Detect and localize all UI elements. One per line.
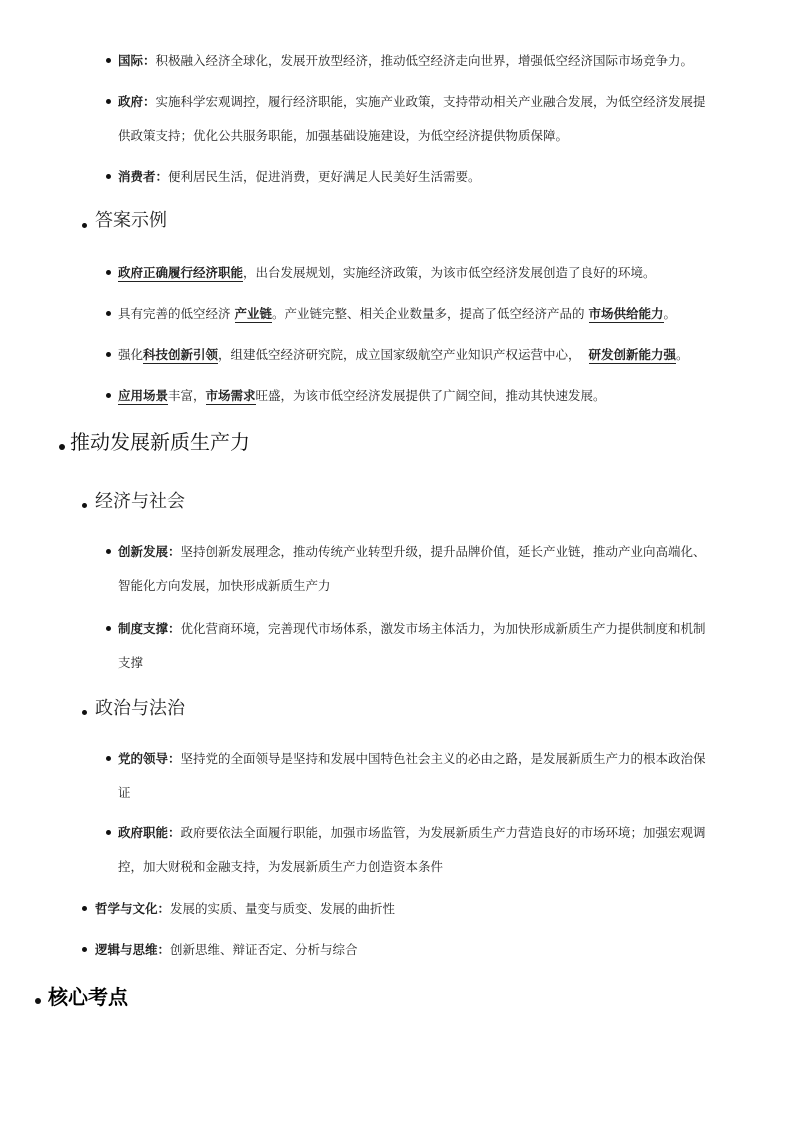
item-text-line1: 坚持党的全面领导是坚持和发展中国特色社会主义的必由之路，是发展新质生产力的根本政治保 — [180, 751, 706, 766]
bullet-dot — [59, 444, 65, 450]
item-text: 。 — [663, 306, 677, 321]
answer-item-2 — [118, 297, 676, 331]
heading-economy-society: 经济与社会 — [95, 491, 185, 512]
politics-item-party — [118, 742, 706, 776]
key-phrase: 研发创新能力强 — [588, 347, 677, 362]
bullet-dot — [106, 756, 111, 761]
bullet-dot — [82, 947, 87, 952]
list-item-government-cont — [118, 119, 568, 153]
bullet-dot — [106, 626, 111, 631]
item-label: 党的领导： — [118, 751, 181, 766]
key-phrase: 应用场景 — [118, 388, 169, 403]
heading-politics-law: 政治与法治 — [95, 698, 185, 719]
bullet-dot — [82, 223, 87, 228]
bullet-dot — [106, 830, 111, 835]
economy-item-institution — [118, 612, 706, 646]
answer-item-4 — [118, 379, 606, 413]
item-text: 具有完善的低空经济 — [118, 306, 231, 321]
bullet-dot — [106, 174, 111, 179]
item-text: 。产业链完整、相关企业数量多，提高了低空经济产品的 — [272, 306, 585, 321]
key-phrase: 市场需求 — [205, 388, 256, 403]
item-text-line2: 支撑 — [118, 655, 144, 670]
item-text-line2: 证 — [118, 785, 131, 800]
item-text: ，出台发展规划，实施经济政策，为该市低空经济发展创造了良好的环境。 — [243, 265, 656, 280]
item-text-line2: 控，加大财税和金融支持，为发展新质生产力创造资本条件 — [118, 859, 444, 874]
heading-core-points: 核心考点 — [48, 985, 128, 1009]
item-text-line1: 优化营商环境，完善现代市场体系，激发市场主体活力，为加快形成新质生产力提供制度和机制 — [180, 621, 706, 636]
bullet-dot — [35, 998, 41, 1004]
item-label: 创新发展： — [118, 544, 181, 559]
item-text-line1: 坚持创新发展理念，推动传统产业转型升级，提升品牌价值，延长产业链，推动产业向高端化、 — [180, 544, 706, 559]
key-phrase: 市场供给能力 — [588, 306, 664, 321]
item-label: 国际： — [118, 53, 156, 68]
item-text: 。 — [676, 347, 689, 362]
bullet-dot — [106, 549, 111, 554]
economy-item-innovation-cont — [118, 569, 331, 603]
politics-item-government-cont — [118, 850, 443, 884]
bullet-dot — [106, 99, 111, 104]
item-text: 便利居民生活，促进消费，更好满足人民美好生活需要。 — [168, 169, 481, 184]
item-text: 发展的实质、量变与质变、发展的曲折性 — [170, 901, 396, 916]
item-text: 强化 — [118, 347, 144, 362]
bullet-dot — [106, 393, 111, 398]
bullet-dot — [106, 311, 111, 316]
key-phrase: 科技创新引领 — [143, 347, 219, 362]
item-label: 政府职能： — [118, 825, 181, 840]
item-label: 消费者： — [118, 169, 169, 184]
economy-item-institution-cont — [118, 646, 143, 680]
item-text: 丰富， — [168, 388, 206, 403]
item-label: 哲学与文化： — [95, 901, 171, 916]
item-text: 积极融入经济全球化，发展开放型经济，推动低空经济走向世界，增强低空经济国际市场竞争力。 — [155, 53, 694, 68]
item-text: 旺盛，为该市低空经济发展提供了广阔空间，推动其快速发展。 — [255, 388, 606, 403]
item-text-line1: 政府要依法全面履行职能，加强市场监管，为发展新质生产力营造良好的市场环境；加强宏观调 — [180, 825, 706, 840]
list-item-international — [118, 44, 693, 78]
key-phrase: 产业链 — [234, 306, 273, 321]
item-label: 制度支撑： — [118, 621, 181, 636]
economy-item-innovation — [118, 535, 706, 569]
item-text-line2: 智能化方向发展，加快形成新质生产力 — [118, 578, 331, 593]
answer-item-1 — [118, 256, 656, 290]
politics-item-government — [118, 816, 706, 850]
item-text: 创新思维、辩证否定、分析与综合 — [170, 942, 358, 957]
key-phrase: 政府正确履行经济职能 — [118, 265, 244, 280]
list-item-government — [118, 85, 706, 119]
bullet-dot — [106, 58, 111, 63]
item-text-line1: 实施科学宏观调控，履行经济职能，实施产业政策，支持带动相关产业融合发展，为低空经济发展提 — [155, 94, 706, 109]
item-text: ，组建低空经济研究院，成立国家级航空产业知识产权运营中心， — [218, 347, 581, 362]
item-philosophy-culture — [95, 892, 395, 926]
item-text-line2: 供政策支持；优化公共服务职能，加强基础设施建设，为低空经济提供物质保障。 — [118, 128, 569, 143]
heading-answer-example: 答案示例 — [95, 210, 167, 231]
list-item-consumer — [118, 160, 481, 194]
item-logic-thinking — [95, 933, 358, 967]
bullet-dot — [82, 710, 87, 715]
bullet-dot — [106, 352, 111, 357]
bullet-dot — [82, 906, 87, 911]
bullet-dot — [82, 503, 87, 508]
item-label: 政府： — [118, 94, 156, 109]
answer-item-3 — [118, 338, 689, 372]
heading-new-productivity: 推动发展新质生产力 — [70, 430, 250, 454]
item-label: 逻辑与思维： — [95, 942, 171, 957]
bullet-dot — [106, 270, 111, 275]
politics-item-party-cont — [118, 776, 131, 810]
